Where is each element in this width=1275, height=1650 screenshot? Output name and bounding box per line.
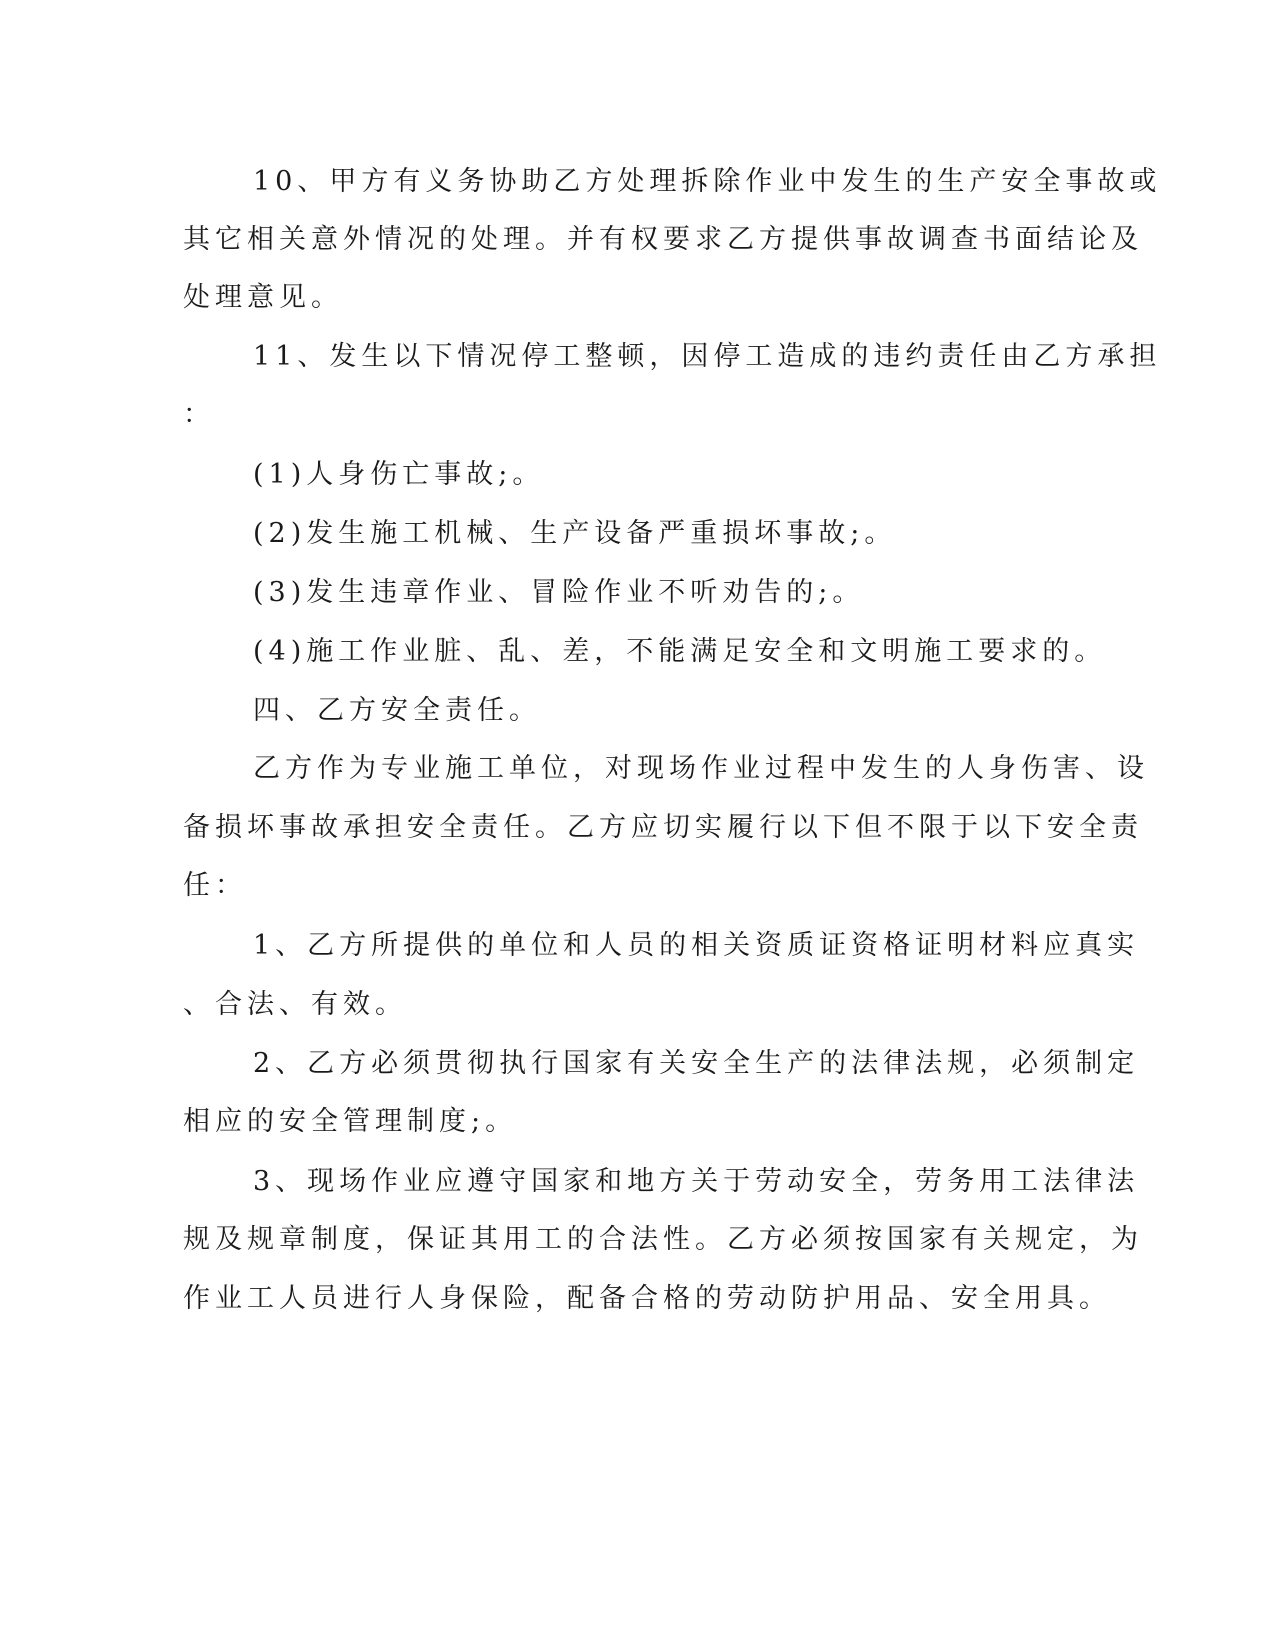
list-item-4: (4)施工作业脏、乱、差，不能满足安全和文明施工要求的。	[253, 636, 1107, 667]
item-2-line-2: 相应的安全管理制度;。	[183, 1106, 518, 1137]
clause-10-line-2: 其它相关意外情况的处理。并有权要求乙方提供事故调查书面结论及	[183, 224, 1143, 255]
section-intro-line-3: 任：	[183, 870, 247, 901]
item-3-line-3: 作业工人员进行人身保险，配备合格的劳动防护用品、安全用具。	[183, 1283, 1111, 1314]
clause-10-line-1: 10、甲方有义务协助乙方处理拆除作业中发生的生产安全事故或	[253, 166, 1162, 197]
item-1-line-1: 1、乙方所提供的单位和人员的相关资质证资格证明材料应真实	[253, 930, 1140, 961]
item-3-line-1: 3、现场作业应遵守国家和地方关于劳动安全，劳务用工法律法	[253, 1166, 1140, 1197]
list-item-2: (2)发生施工机械、生产设备严重损坏事故;。	[253, 518, 897, 549]
section-intro-line-1: 乙方作为专业施工单位，对现场作业过程中发生的人身伤害、设	[253, 753, 1149, 784]
clause-11-line-2: ：	[183, 399, 215, 430]
item-1-line-2: 、合法、有效。	[183, 989, 407, 1020]
item-3-line-2: 规及规章制度，保证其用工的合法性。乙方必须按国家有关规定，为	[183, 1224, 1143, 1255]
list-item-1: (1)人身伤亡事故;。	[253, 459, 545, 490]
clause-11-line-1: 11、发生以下情况停工整顿，因停工造成的违约责任由乙方承担	[253, 341, 1162, 372]
item-2-line-1: 2、乙方必须贯彻执行国家有关安全生产的法律法规，必须制定	[253, 1048, 1140, 1079]
list-item-3: (3)发生违章作业、冒险作业不听劝告的;。	[253, 577, 865, 608]
clause-10-line-3: 处理意见。	[183, 282, 343, 313]
section-heading: 四、乙方安全责任。	[253, 695, 541, 726]
section-intro-line-2: 备损坏事故承担安全责任。乙方应切实履行以下但不限于以下安全责	[183, 812, 1143, 843]
